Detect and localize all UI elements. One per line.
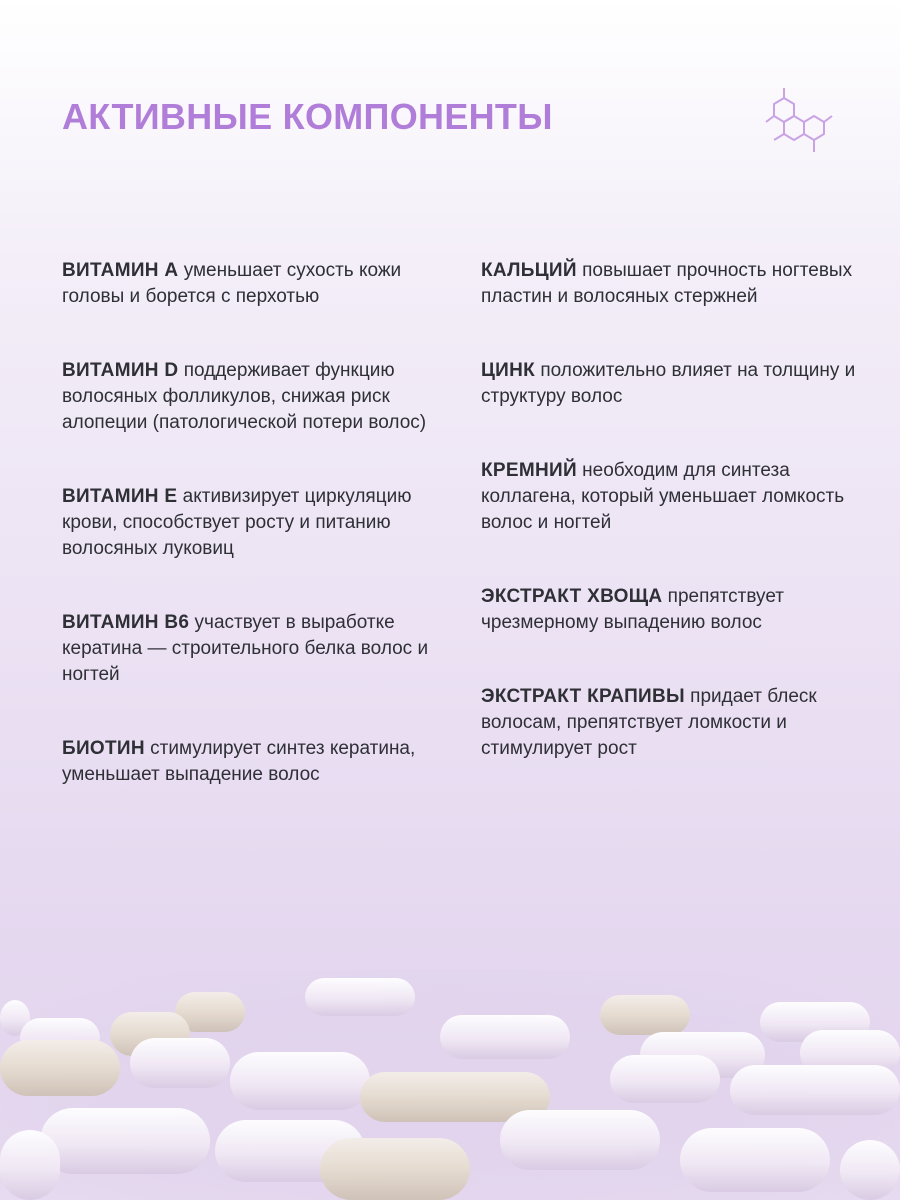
component-name: КАЛЬЦИЙ [481,260,577,281]
component-name: БИОТИН [62,738,145,759]
component-description: необходим для синтеза коллагена, который уменьшает ломкость волос и ногтей [481,460,845,533]
component-item [481,258,871,310]
component-description: положительно влияет на толщину и структуру волос [481,360,856,407]
component-description: активизирует циркуляцию крови, способствует росту и питанию волосяных луковиц [62,486,412,559]
component-name: ВИТАМИН В6 [62,612,190,633]
molecule-icon [762,82,838,158]
components-left-column [62,258,452,788]
component-description: придает блеск волосам, препятствует ломкости и стимулирует рост [481,686,817,759]
component-item [481,458,871,536]
component-item [62,484,452,562]
component-description: повышает прочность ногтевых пластин и волосяных стержней [481,260,853,307]
component-description: участвует в выработке кератина — строительного белка волос и ногтей [62,612,429,685]
component-description: препятствует чрезмерному выпадению волос [481,586,784,633]
capsules-photo [0,940,900,1200]
components-right-column [481,258,871,762]
component-item [62,358,452,436]
component-name: ЦИНК [481,360,536,381]
component-name: ВИТАМИН А [62,260,179,281]
component-item [62,736,452,788]
component-item [62,258,452,310]
page-title: АКТИВНЫЕ КОМПОНЕНТЫ [62,96,553,137]
component-item [481,584,871,636]
component-description: уменьшает сухость кожи головы и борется с перхотью [62,260,402,307]
component-name: ВИТАМИН D [62,360,179,381]
component-name: КРЕМНИЙ [481,460,577,481]
component-name: ВИТАМИН Е [62,486,178,507]
component-description: поддерживает функцию волосяных фолликулов, снижая риск алопеции (патологической потери волос) [62,360,427,433]
component-name: ЭКСТРАКТ КРАПИВЫ [481,686,685,707]
component-item [481,358,871,410]
component-description: стимулирует синтез кератина, уменьшает выпадение волос [62,738,416,785]
component-name: ЭКСТРАКТ ХВОЩА [481,586,663,607]
component-item [62,610,452,688]
component-item [481,684,871,762]
